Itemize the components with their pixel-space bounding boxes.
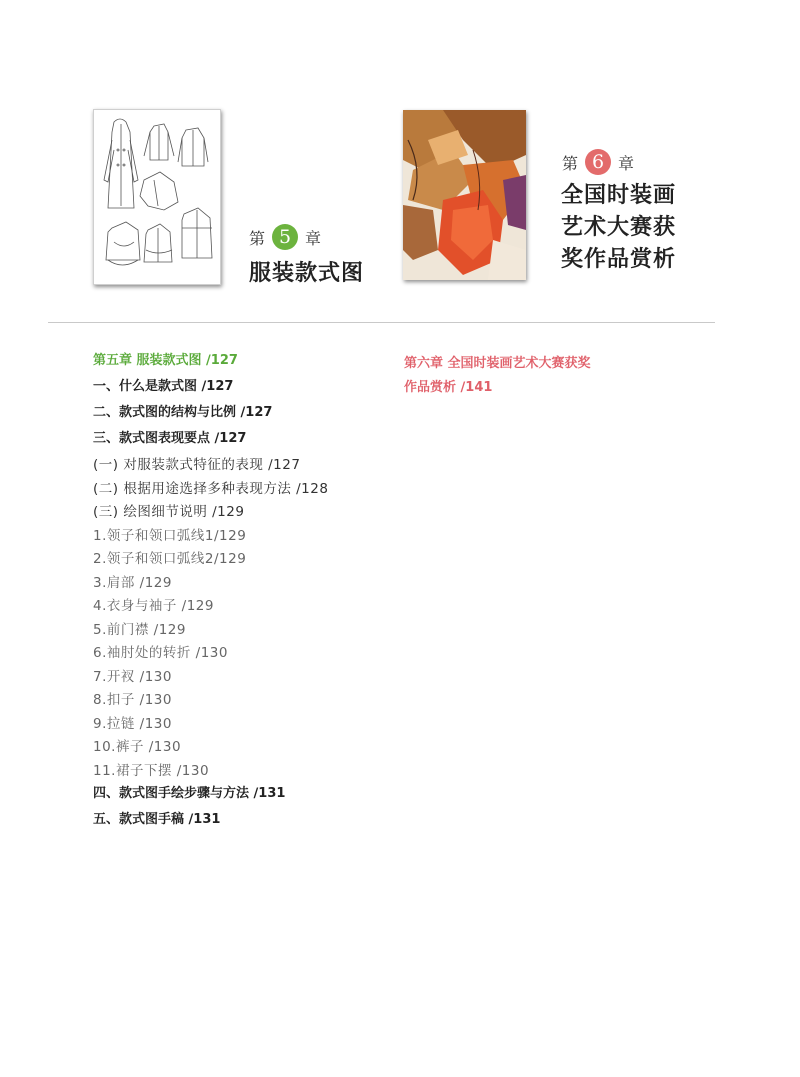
toc-entry[interactable]: 1.领子和领口弧线1∕129 xyxy=(93,527,247,544)
toc-entry[interactable]: 二、款式图的结构与比例 ∕127 xyxy=(93,405,273,420)
chapter-6-thumbnail xyxy=(403,110,526,280)
chapter-suffix: 章 xyxy=(618,153,635,173)
chapter-title-line: 奖作品赏析 xyxy=(561,247,677,272)
chapter-6-label xyxy=(562,149,634,175)
toc-chapter-6 xyxy=(404,352,724,400)
toc-entry[interactable]: 四、款式图手绘步骤与方法 ∕131 xyxy=(93,786,286,801)
toc-chapter-heading[interactable]: 第五章 服装款式图 ∕127 xyxy=(93,353,238,368)
chapter-number-badge: 5 xyxy=(272,224,298,250)
toc-entry[interactable]: 4.衣身与袖子 ∕129 xyxy=(93,598,214,614)
toc-entry[interactable]: (一) 对服装款式特征的表现 ∕127 xyxy=(93,457,301,473)
section-divider xyxy=(48,322,715,323)
toc-chapter-heading-line[interactable]: 第六章 全国时装画艺术大赛获奖 xyxy=(404,356,591,371)
chapter-5-thumbnail xyxy=(93,109,221,285)
toc-entries xyxy=(93,378,393,837)
toc-chapter-5 xyxy=(93,352,393,837)
toc-entry[interactable]: 7.开衩 ∕130 xyxy=(93,668,172,685)
chapter-title-line: 全国时装画 xyxy=(561,183,677,208)
toc-entry[interactable]: 9.拉链 ∕130 xyxy=(93,715,172,732)
toc-entry[interactable]: 5.前门襟 ∕129 xyxy=(93,621,186,638)
toc-entry[interactable]: 11.裙子下摆 ∕130 xyxy=(93,762,210,779)
toc-entry[interactable]: 3.肩部 ∕129 xyxy=(93,574,172,591)
chapter-prefix: 第 xyxy=(249,228,266,248)
toc-entry[interactable]: 三、款式图表现要点 ∕127 xyxy=(93,431,247,446)
toc-entry[interactable]: (三) 绘图细节说明 ∕129 xyxy=(93,504,245,520)
chapter-title-line: 服装款式图 xyxy=(249,261,365,286)
chapter-number-badge: 6 xyxy=(585,149,611,175)
toc-entry[interactable]: 8.扣子 ∕130 xyxy=(93,692,172,708)
chapter-5-label xyxy=(249,224,321,250)
toc-entry[interactable]: (二) 根据用途选择多种表现方法 ∕128 xyxy=(93,480,329,497)
chapter-title-line: 艺术大赛获 xyxy=(561,215,677,240)
toc-entry[interactable]: 五、款式图手稿 ∕131 xyxy=(93,812,221,827)
toc-chapter-heading-line[interactable]: 作品赏析 ∕141 xyxy=(404,380,493,395)
chapter-6-title xyxy=(561,180,691,276)
toc-entry[interactable]: 2.领子和领口弧线2∕129 xyxy=(93,551,247,567)
toc-entry[interactable]: 10.裤子 ∕130 xyxy=(93,739,182,755)
chapter-5-title xyxy=(249,258,364,290)
toc-entry[interactable]: 一、什么是款式图 ∕127 xyxy=(93,379,234,394)
toc-entry[interactable]: 6.袖肘处的转折 ∕130 xyxy=(93,645,228,661)
chapter-suffix: 章 xyxy=(305,228,322,248)
chapter-prefix: 第 xyxy=(562,153,579,173)
